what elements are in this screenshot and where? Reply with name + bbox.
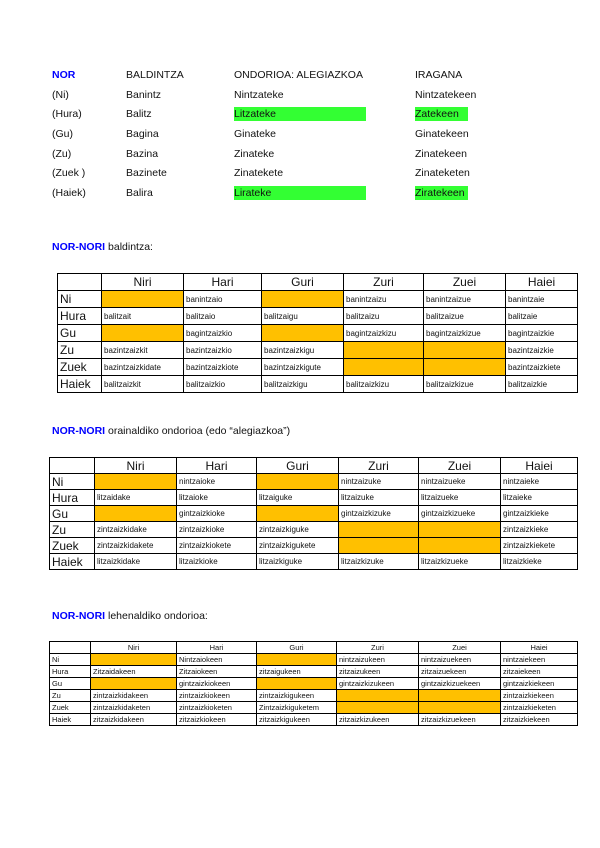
column-header: Niri (102, 274, 184, 291)
highlighted-empty-cell (102, 291, 184, 308)
nor-row-zu (52, 147, 522, 167)
table-cell: gintzaizkiekeen (501, 678, 578, 690)
nor-iragana-highlighted: Zatekeen (415, 107, 468, 121)
nor-iragana: Zinatekeen (415, 147, 467, 160)
corner-cell (50, 458, 95, 474)
highlighted-empty-cell (344, 342, 424, 359)
column-header: Zuei (419, 642, 501, 654)
table-cell: zitzaizkiokeen (177, 714, 257, 726)
highlighted-empty-cell (419, 538, 501, 554)
table-cell: zintzaizkidaketen (91, 702, 177, 714)
nor-conjugation-list (52, 68, 522, 206)
section-label: NOR-NORI (52, 425, 106, 437)
nor-header-iragana: IRAGANA (415, 69, 463, 81)
table-row (50, 702, 578, 714)
section-subtitle: baldintza: (105, 241, 153, 253)
section-title-orainaldiko (52, 425, 290, 437)
nor-header-row (52, 68, 522, 88)
table-cell: zintzaizkieke (501, 522, 578, 538)
table-cell: bazintzaizkio (184, 342, 262, 359)
highlighted-empty-cell (102, 325, 184, 342)
table-cell: balitzaizue (424, 308, 506, 325)
table-cell: zintzaizkioke (177, 522, 257, 538)
table-cell: balitzait (102, 308, 184, 325)
table-cell: litzaizkizuke (339, 554, 419, 570)
row-header: Hura (58, 308, 102, 325)
table-cell: litzaidake (95, 490, 177, 506)
highlighted-empty-cell (257, 506, 339, 522)
table-cell: litzaizkieke (501, 554, 578, 570)
table-row (58, 359, 578, 376)
nor-ondorioa-highlighted: Lirateke (234, 186, 366, 200)
table-cell: balitzaizkizu (344, 376, 424, 393)
highlighted-empty-cell (419, 690, 501, 702)
table-cell: zintzaizkiokeen (177, 690, 257, 702)
table-cell: zitzaizukeen (337, 666, 419, 678)
table-cell: gintzaizkieke (501, 506, 578, 522)
table-row (50, 554, 578, 570)
table-row (50, 690, 578, 702)
nor-row-haiek (52, 186, 522, 206)
table-cell: balitzaizu (344, 308, 424, 325)
row-header: Gu (50, 506, 95, 522)
nor-person: (Haiek) (52, 187, 86, 200)
table-cell: gintzaizkizukeen (337, 678, 419, 690)
table-cell: bazintzaizkigu (262, 342, 344, 359)
nor-baldintza: Bazinete (126, 167, 167, 180)
table-cell: gintzaizkizueke (419, 506, 501, 522)
nor-row-hura (52, 107, 522, 127)
row-header: Hura (50, 490, 95, 506)
nor-person: (Gu) (52, 128, 73, 141)
table-cell: zintzaizkidakete (95, 538, 177, 554)
table-cell: nintzaizueke (419, 474, 501, 490)
table-cell: bagintzaizkio (184, 325, 262, 342)
highlighted-empty-cell (257, 654, 337, 666)
highlighted-empty-cell (419, 522, 501, 538)
column-header: Niri (91, 642, 177, 654)
table-row (50, 538, 578, 554)
row-header: Haiek (50, 554, 95, 570)
column-header: Hari (177, 458, 257, 474)
table-cell: nintzaizuekeen (419, 654, 501, 666)
table-cell: litzaiguke (257, 490, 339, 506)
nor-person: (Ni) (52, 88, 69, 101)
table-cell: Zintzaizkiguketem (257, 702, 337, 714)
table-cell: zintzaizkigukeen (257, 690, 337, 702)
row-header: Gu (58, 325, 102, 342)
nor-person: (Zu) (52, 147, 72, 160)
nor-iragana: Zinateketen (415, 167, 470, 180)
table-cell: balitzaizkio (184, 376, 262, 393)
table-cell: nintzaieke (501, 474, 578, 490)
highlighted-empty-cell (91, 678, 177, 690)
column-header: Zuei (419, 458, 501, 474)
row-header: Haiek (50, 714, 91, 726)
table-cell: gintzaizkizuekeen (419, 678, 501, 690)
column-header: Hari (177, 642, 257, 654)
highlighted-empty-cell (419, 702, 501, 714)
table-cell: gintzaizkioke (177, 506, 257, 522)
nor-iragana: Ginatekeen (415, 128, 469, 141)
highlighted-empty-cell (262, 291, 344, 308)
table-cell: zitzaizkidakeen (91, 714, 177, 726)
nor-baldintza: Banintz (126, 88, 162, 101)
table-cell: nintzaizuke (339, 474, 419, 490)
table-cell: Nintzaiokeen (177, 654, 257, 666)
row-header: Ni (50, 654, 91, 666)
nor-baldintza: Balira (126, 187, 153, 200)
row-header: Haiek (58, 376, 102, 393)
table-cell: nintzaizukeen (337, 654, 419, 666)
column-header: Zuei (424, 274, 506, 291)
table-cell: bazintzaizkiote (184, 359, 262, 376)
row-header: Zuek (58, 359, 102, 376)
table-cell: zintzaizkidakeen (91, 690, 177, 702)
highlighted-empty-cell (337, 702, 419, 714)
table-cell: zitzaigukeen (257, 666, 337, 678)
table-cell: bazintzaizkigute (262, 359, 344, 376)
row-header: Zu (50, 690, 91, 702)
table-body (50, 458, 578, 570)
table-cell: balitzaio (184, 308, 262, 325)
table-cell: zitzaizkiekeen (501, 714, 578, 726)
highlighted-empty-cell (339, 522, 419, 538)
table-cell: balitzaizkie (506, 376, 578, 393)
nor-baldintza: Balitz (126, 108, 152, 121)
table-cell: nintzaiekeen (501, 654, 578, 666)
table-cell: litzaizkidake (95, 554, 177, 570)
table-cell: litzaioke (177, 490, 257, 506)
header-row (50, 642, 578, 654)
table-row (50, 714, 578, 726)
nor-ondorioa: Nintzateke (234, 88, 284, 101)
highlighted-empty-cell (424, 359, 506, 376)
nor-ondorioa: Zinateke (234, 147, 275, 160)
table-cell: banintzaizue (424, 291, 506, 308)
column-header: Guri (257, 642, 337, 654)
column-header: Haiei (506, 274, 578, 291)
row-header: Ni (58, 291, 102, 308)
table-body (58, 274, 578, 393)
table-row (58, 291, 578, 308)
column-header: Guri (257, 458, 339, 474)
highlighted-empty-cell (95, 506, 177, 522)
table-cell: banintzaizu (344, 291, 424, 308)
table-row (50, 490, 578, 506)
section-subtitle: lehenaldiko ondorioa: (105, 610, 208, 622)
nor-iragana: Nintzatekeen (415, 88, 477, 101)
table-cell: zitzaizuekeen (419, 666, 501, 678)
table-cell: litzaizkizueke (419, 554, 501, 570)
column-header: Zuri (339, 458, 419, 474)
table-cell: zitzaizkigukeen (257, 714, 337, 726)
table-row (58, 342, 578, 359)
table-cell: zintzaizkiekete (501, 538, 578, 554)
table-cell: zintzaizkidake (95, 522, 177, 538)
table-cell: banintzaio (184, 291, 262, 308)
nor-header-nor: NOR (52, 69, 76, 81)
nor-person: (Zuek ) (52, 167, 86, 180)
column-header: Haiei (501, 458, 578, 474)
table-cell: Zitzaiokeen (177, 666, 257, 678)
table-cell: zitzaizkizukeen (337, 714, 419, 726)
table-cell: balitzaizkigu (262, 376, 344, 393)
header-row (50, 458, 578, 474)
highlighted-empty-cell (344, 359, 424, 376)
table-cell: gintzaizkiokeen (177, 678, 257, 690)
table-cell: bazintzaizkidate (102, 359, 184, 376)
nor-header-ondorioa: ONDORIOA: ALEGIAZKOA (234, 69, 363, 81)
table-row (58, 308, 578, 325)
table-cell: Zitzaidakeen (91, 666, 177, 678)
row-header: Zu (58, 342, 102, 359)
table-cell: zintzaizkigukete (257, 538, 339, 554)
row-header: Hura (50, 666, 91, 678)
column-header: Hari (184, 274, 262, 291)
table-cell: litzaizueke (419, 490, 501, 506)
section-title-lehenaldiko (52, 610, 208, 622)
table-row (58, 325, 578, 342)
table-nor-nori-lehenaldiko-ondorioa (49, 641, 578, 726)
nor-row-zuek (52, 166, 522, 186)
table-cell: zitzaizkizuekeen (419, 714, 501, 726)
nor-row-ni (52, 88, 522, 108)
table-cell: zintzaizkiguke (257, 522, 339, 538)
table-cell: zintzaizkieketen (501, 702, 578, 714)
highlighted-empty-cell (424, 342, 506, 359)
nor-ondorioa: Zinatekete (234, 167, 284, 180)
table-row (50, 678, 578, 690)
table-row (50, 654, 578, 666)
table-cell: bazintzaizkit (102, 342, 184, 359)
table-body (50, 642, 578, 726)
table-cell: bazintzaizkiete (506, 359, 578, 376)
table-nor-nori-baldintza (57, 273, 578, 393)
table-row (50, 506, 578, 522)
column-header: Niri (95, 458, 177, 474)
table-cell: zintzaizkioketen (177, 702, 257, 714)
column-header: Guri (262, 274, 344, 291)
table-cell: bagintzaizkizu (344, 325, 424, 342)
highlighted-empty-cell (257, 678, 337, 690)
corner-cell (50, 642, 91, 654)
table-row (50, 474, 578, 490)
table-cell: balitzaizkizue (424, 376, 506, 393)
column-header: Haiei (501, 642, 578, 654)
column-header: Zuri (337, 642, 419, 654)
row-header: Ni (50, 474, 95, 490)
table-cell: balitzaigu (262, 308, 344, 325)
highlighted-empty-cell (95, 474, 177, 490)
nor-row-gu (52, 127, 522, 147)
nor-ondorioa-highlighted: Litzateke (234, 107, 366, 121)
table-cell: nintzaioke (177, 474, 257, 490)
row-header: Zuek (50, 702, 91, 714)
table-cell: litzaizkiguke (257, 554, 339, 570)
row-header: Zu (50, 522, 95, 538)
nor-baldintza: Bagina (126, 128, 159, 141)
table-row (50, 522, 578, 538)
table-cell: litzaieke (501, 490, 578, 506)
nor-baldintza: Bazina (126, 147, 159, 160)
table-cell: bagintzaizkizue (424, 325, 506, 342)
section-label: NOR-NORI (52, 610, 106, 622)
row-header: Zuek (50, 538, 95, 554)
table-row (58, 376, 578, 393)
table-cell: gintzaizkizuke (339, 506, 419, 522)
table-cell: bagintzaizkie (506, 325, 578, 342)
section-subtitle: orainaldiko ondorioa (edo “alegiazkoa”) (105, 425, 291, 437)
table-cell: zitzaiekeen (501, 666, 578, 678)
table-cell: balitzaie (506, 308, 578, 325)
highlighted-empty-cell (257, 474, 339, 490)
table-cell: zintzaizkiekeen (501, 690, 578, 702)
table-cell: litzaizuke (339, 490, 419, 506)
table-cell: zintzaizkiokete (177, 538, 257, 554)
highlighted-empty-cell (262, 325, 344, 342)
corner-cell (58, 274, 102, 291)
section-label: NOR-NORI (52, 241, 106, 253)
table-cell: banintzaie (506, 291, 578, 308)
section-title-baldintza (52, 241, 153, 253)
nor-header-baldintza: BALDINTZA (126, 69, 184, 81)
header-row (58, 274, 578, 291)
table-cell: litzaizkioke (177, 554, 257, 570)
highlighted-empty-cell (339, 538, 419, 554)
table-nor-nori-orainaldiko-ondorioa (49, 457, 578, 570)
table-row (50, 666, 578, 678)
highlighted-empty-cell (91, 654, 177, 666)
column-header: Zuri (344, 274, 424, 291)
highlighted-empty-cell (337, 690, 419, 702)
nor-iragana-highlighted: Ziratekeen (415, 186, 468, 200)
row-header: Gu (50, 678, 91, 690)
nor-ondorioa: Ginateke (234, 128, 277, 141)
nor-person: (Hura) (52, 108, 82, 121)
table-cell: balitzaizkit (102, 376, 184, 393)
table-cell: bazintzaizkie (506, 342, 578, 359)
